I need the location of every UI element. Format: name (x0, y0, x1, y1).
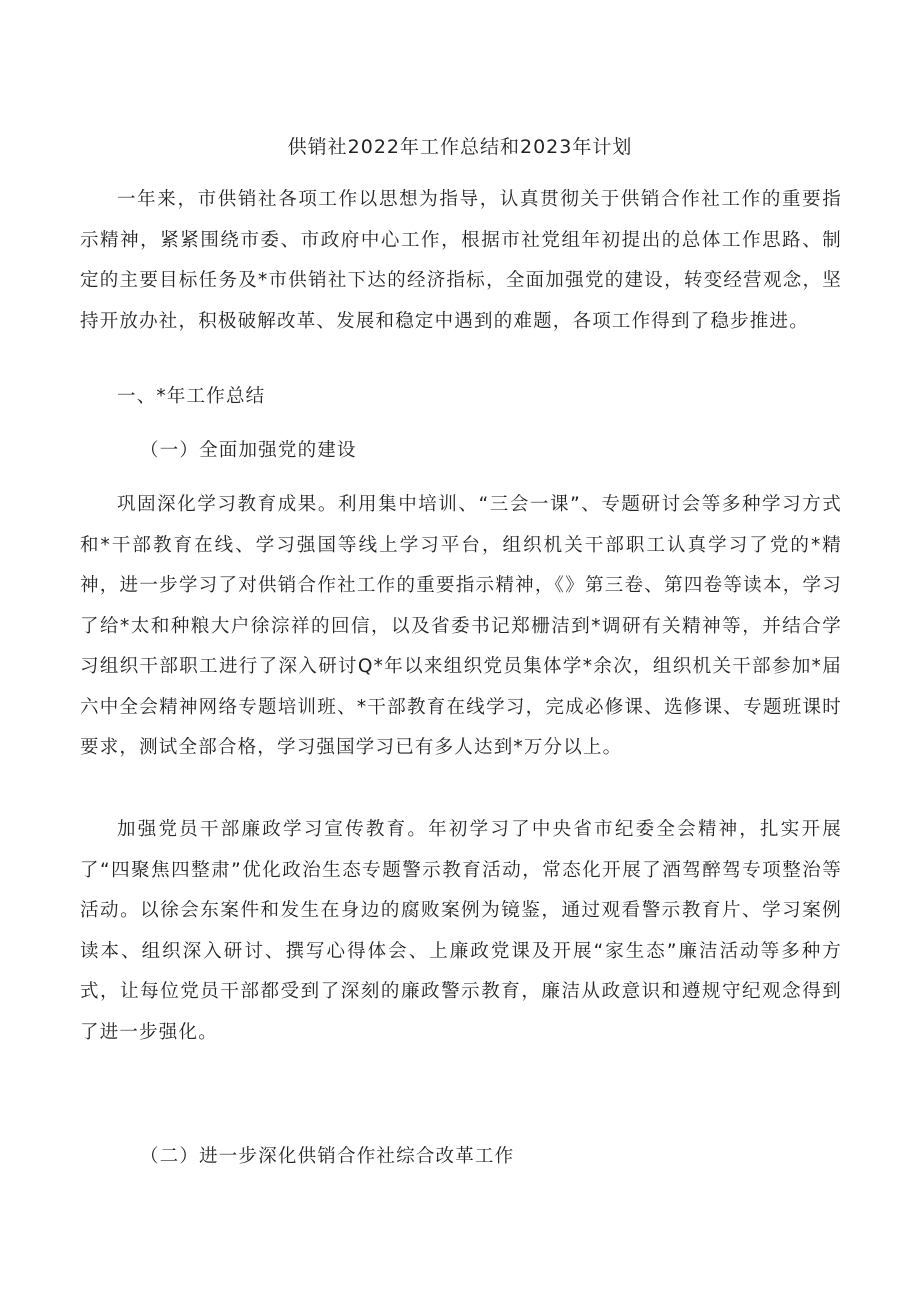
section-heading-1: 一、*年工作总结 (117, 386, 266, 407)
subsection-heading-2: （二）进一步深化供销合作社综合改革工作 (140, 1146, 515, 1167)
intro-paragraph: 一年来，市供销社各项工作以思想为指导，认真贯彻关于供销合作社工作的重要指示精神，紧紧围绕市委、市政府中心工作，根据市社党组年初提出的总体工作思路、制定的主要目标任务及*市供销社下达的经济指标，全面加强党的建设，转变经营观念，坚持开放办社，积极破解改革、发展和稳定中遇到的难题，各项工作得到了稳步推进。 (80, 189, 842, 332)
integrity-paragraph: 加强党员干部廉政学习宣传教育。年初学习了中央省市纪委全会精神，扎实开展了“四聚焦四整肃”优化政治生态专题警示教育活动，常态化开展了酒驾醉驾专项整治等活动。以徐会东案件和发生在身边的腐败案例为镜鉴，通过观看警示教育片、学习案例读本、组织深入研讨、撰写心得体会、上廉政党课及开展“家生态”廉洁活动等多种方式，让每位党员干部都受到了深刻的廉政警示教育，廉洁从政意识和遵规守纪观念得到了进一步强化。 (80, 819, 842, 1043)
document-title: 供销社2022年工作总结和2023年计划 (287, 136, 633, 158)
subsection-heading-1: （一）全面加强党的建设 (140, 440, 357, 461)
study-paragraph: 巩固深化学习教育成果。利用集中培训、“三会一课”、专题研讨会等多种学习方式和*干部教育在线、学习强国等线上学习平台，组织机关干部职工认真学习了党的*精神，进一步学习了对供销合作社工作的重要指示精神，《》第三卷、第四卷等读本，学习了给*太和种粮大户徐淙祥的回信，以及省委书记郑栅洁到*调研有关精神等，并结合学习组织干部职工进行了深入研讨Q*年以来组织党员集体学*余次，组织机关干部参加*届六中全会精神网络专题培训班、*干部教育在线学习，完成必修课、选修课、专题班课时要求，测试全部合格，学习强国学习已有多人达到*万分以上。 (80, 494, 842, 758)
